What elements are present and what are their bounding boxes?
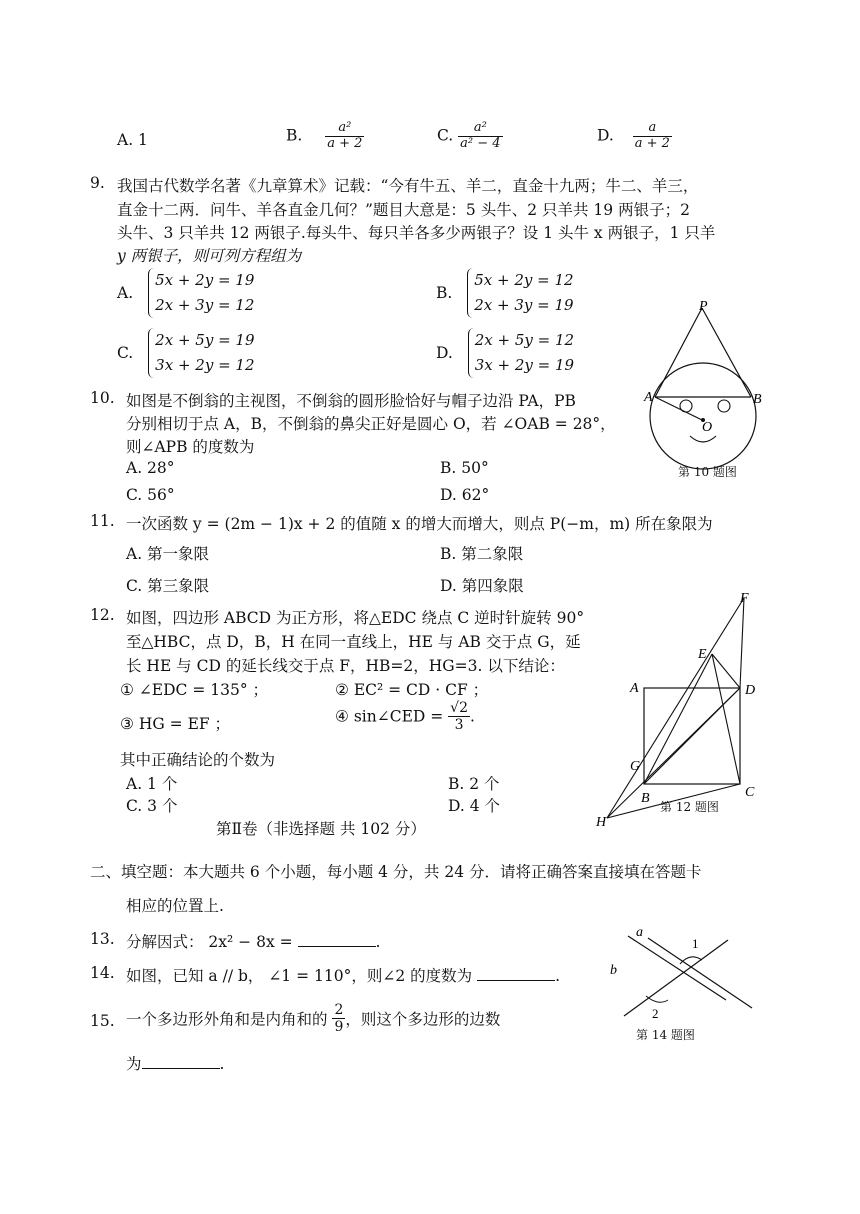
label-d: D [745,683,756,698]
transversal [624,940,728,1016]
section-2-line-1: 二、填空题：本大题共 6 个小题，每小题 4 分，共 24 分．请将正确答案直接填在答题卡 [90,863,702,881]
q12-number: 12. [90,606,115,624]
label-a: A [644,390,653,405]
label-h: H [596,815,607,830]
equation-system [467,268,573,318]
equation: 2x + 3y = 12 [155,296,255,314]
equation: 3x + 2y = 12 [155,356,255,374]
q12-ask: 其中正确结论的个数为 [120,751,276,769]
equation: 2x + 5y = 12 [474,331,575,349]
q8-option-c-label: C. [437,126,454,145]
q12-conclusion-2: ② EC² = CD · CF ； [335,681,489,699]
label-o: O [702,420,713,435]
q9-number: 9. [90,174,105,192]
q11-option-a: A. 第一象限 [126,545,210,563]
label-f: F [740,591,749,606]
q9-option-b [436,268,574,318]
period: . [555,967,560,985]
answer-blank-13[interactable] [298,932,376,947]
two-ninths-fraction [332,1002,345,1035]
q12-line-3: 长 HE 与 CD 的延长线交于点 F，HB=2，HG=3. 以下结论： [126,657,565,675]
q14-number: 14. [90,964,115,982]
fraction-numerator: 2 [334,1002,344,1018]
q10-number: 10. [90,389,115,407]
equation: 2x + 5y = 19 [155,331,255,349]
q12-conclusion-3: ③ HG = EF ； [120,715,231,733]
hat-edge-pb [702,308,751,397]
q10-option-a: A. 28° [126,459,175,477]
label-p: P [699,299,708,314]
line-a [648,938,752,1008]
right-eye [718,400,730,412]
q10-line-3: 则∠APB 的度数为 [126,438,255,456]
mouth [690,436,716,442]
square-figure [594,586,774,832]
q13-text: 分解因式： 2x² − 8x = [126,933,293,951]
fraction-numerator: a² [338,120,352,135]
q12-line-1: 如图，四边形 ABCD 为正方形，将△EDC 绕点 C 逆时针旋转 90° [126,609,585,627]
q15-number: 15. [90,1012,115,1030]
q12-option-b: B. 2 个 [448,775,500,793]
q11-option-d: D. 第四象限 [440,577,524,595]
q12-conclusion-4 [335,700,475,733]
label-a: A [630,681,639,696]
q10-line-2: 分别相切于点 A，B，不倒翁的鼻尖正好是圆心 O，若 ∠OAB = 28°， [126,415,616,433]
face-circle [650,363,756,469]
conclusion-4-text: ④ sin∠CED = [335,707,444,726]
sqrt2-over-3-fraction [448,700,470,733]
label-c: C [745,785,755,800]
period: . [470,707,475,726]
equation: 5x + 2y = 12 [474,271,574,289]
part-2-heading: 第Ⅱ卷（非选择题 共 102 分） [216,820,426,838]
q9-option-b-label: B. [436,284,453,302]
q14-text: 如图，已知 a // b， ∠1 = 110°，则∠2 的度数为 [126,967,473,985]
equation: 5x + 2y = 19 [155,271,255,289]
q14-line [126,964,560,986]
q15-text-post: ，则这个多边形的边数 [345,1010,501,1029]
q9-option-c [117,328,255,378]
q8-option-d [597,121,672,152]
q11-option-c: C. 第三象限 [126,577,210,595]
label-b: B [641,791,650,806]
q8-option-b-label: B. [286,126,303,145]
q8-option-c [437,121,503,152]
fraction-denominator: a + 2 [634,135,670,151]
fraction-denominator: 3 [448,716,470,733]
q8-option-b-fraction [325,121,364,152]
parallel-lines-figure [606,922,756,1022]
q8-option-d-label: D. [597,126,614,145]
q9-option-a [117,268,254,318]
q15-line-2 [126,1052,224,1074]
q15-line-1 [126,1002,500,1035]
q8-option-a: A. 1 [117,131,148,149]
q9-option-a-label: A. [117,284,134,302]
equation: 2x + 3y = 19 [474,296,574,314]
q10-line-1: 如图是不倒翁的主视图，不倒翁的圆形脸恰好与帽子边沿 PA，PB [126,392,576,410]
q15-text-pre: 一个多边形外角和是内角和的 [126,1010,328,1029]
q10-option-d: D. 62° [440,486,490,504]
fraction-numerator: a [648,120,657,135]
q12-caption: 第 12 题图 [660,800,719,814]
period: . [219,1055,225,1073]
label-a: a [636,925,643,940]
label-e: E [698,647,707,662]
label-g: G [630,759,641,774]
q12-option-a: A. 1 个 [126,775,178,793]
q10-caption: 第 10 题图 [678,465,737,479]
equation-system [468,328,574,378]
period: . [375,933,381,951]
line-df [740,598,744,688]
q8-option-c-fraction [458,121,502,152]
q11-option-b: B. 第二象限 [440,545,524,563]
q9-line-1: 我国古代数学名著《九章算术》记载：“今有牛五、羊二，直金十九两；牛二、羊三， [117,177,699,195]
hat-edge-pa [655,308,702,397]
equation-system [148,328,254,378]
equation-system [148,268,254,318]
q9-line-3: 头牛、3 只羊共 12 两银子.每头牛、每只羊各多少两银子？设 1 头牛 x 两银子，1 只羊 [117,224,716,242]
q11-number: 11. [90,512,115,530]
fraction-denominator: a² − 4 [460,135,501,151]
label-1: 1 [692,936,699,951]
q13-line [126,930,380,952]
equation: 3x + 2y = 19 [474,356,575,374]
line-b [628,936,726,1000]
q12-conclusion-1: ① ∠EDC = 135° ； [120,681,269,699]
tumbler-figure [640,296,770,486]
section-2-line-2: 相应的位置上. [126,897,224,915]
q15-text-line-2: 为 [126,1055,142,1073]
q10-option-b: B. 50° [440,459,489,477]
label-b: B [753,392,762,407]
fraction-numerator: a² [473,120,487,135]
angle-1-arc [680,957,702,964]
q8-option-d-fraction [633,121,672,152]
fraction-denominator: a + 2 [327,135,363,151]
q11-text: 一次函数 y = (2m − 1)x + 2 的值随 x 的增大而增大，则点 P(−m，m) 所在象限为 [126,515,713,533]
q12-option-c: C. 3 个 [126,797,178,815]
q14-caption: 第 14 题图 [636,1028,695,1042]
line-ec [712,654,740,784]
answer-blank-14[interactable] [477,966,555,981]
answer-blank-15[interactable] [142,1054,220,1069]
line-be [644,654,712,784]
segment-oa [655,397,702,420]
q13-number: 13. [90,930,115,948]
q9-option-c-label: C. [117,344,134,362]
left-eye [680,400,692,412]
fraction-denominator: 9 [334,1019,344,1036]
q9-line-2: 直金十二两．问牛、羊各直金几何？”题目大意是：5 头牛、2 只羊共 19 两银子；2 [117,201,690,219]
label-2: 2 [652,1006,659,1021]
q9-line-4: y 两银子，则可列方程组为 [117,247,302,265]
fraction-numerator: √2 [450,700,468,716]
q12-line-2: 至△HBC，点 D，B，H 在同一直线上，HE 与 AB 交于点 G，延 [126,633,581,651]
label-b: b [610,963,617,978]
q9-option-d-label: D. [436,344,453,362]
q10-option-c: C. 56° [126,486,175,504]
q9-option-d [436,328,574,378]
q8-option-b [286,121,364,152]
q12-option-d: D. 4 个 [448,797,501,815]
